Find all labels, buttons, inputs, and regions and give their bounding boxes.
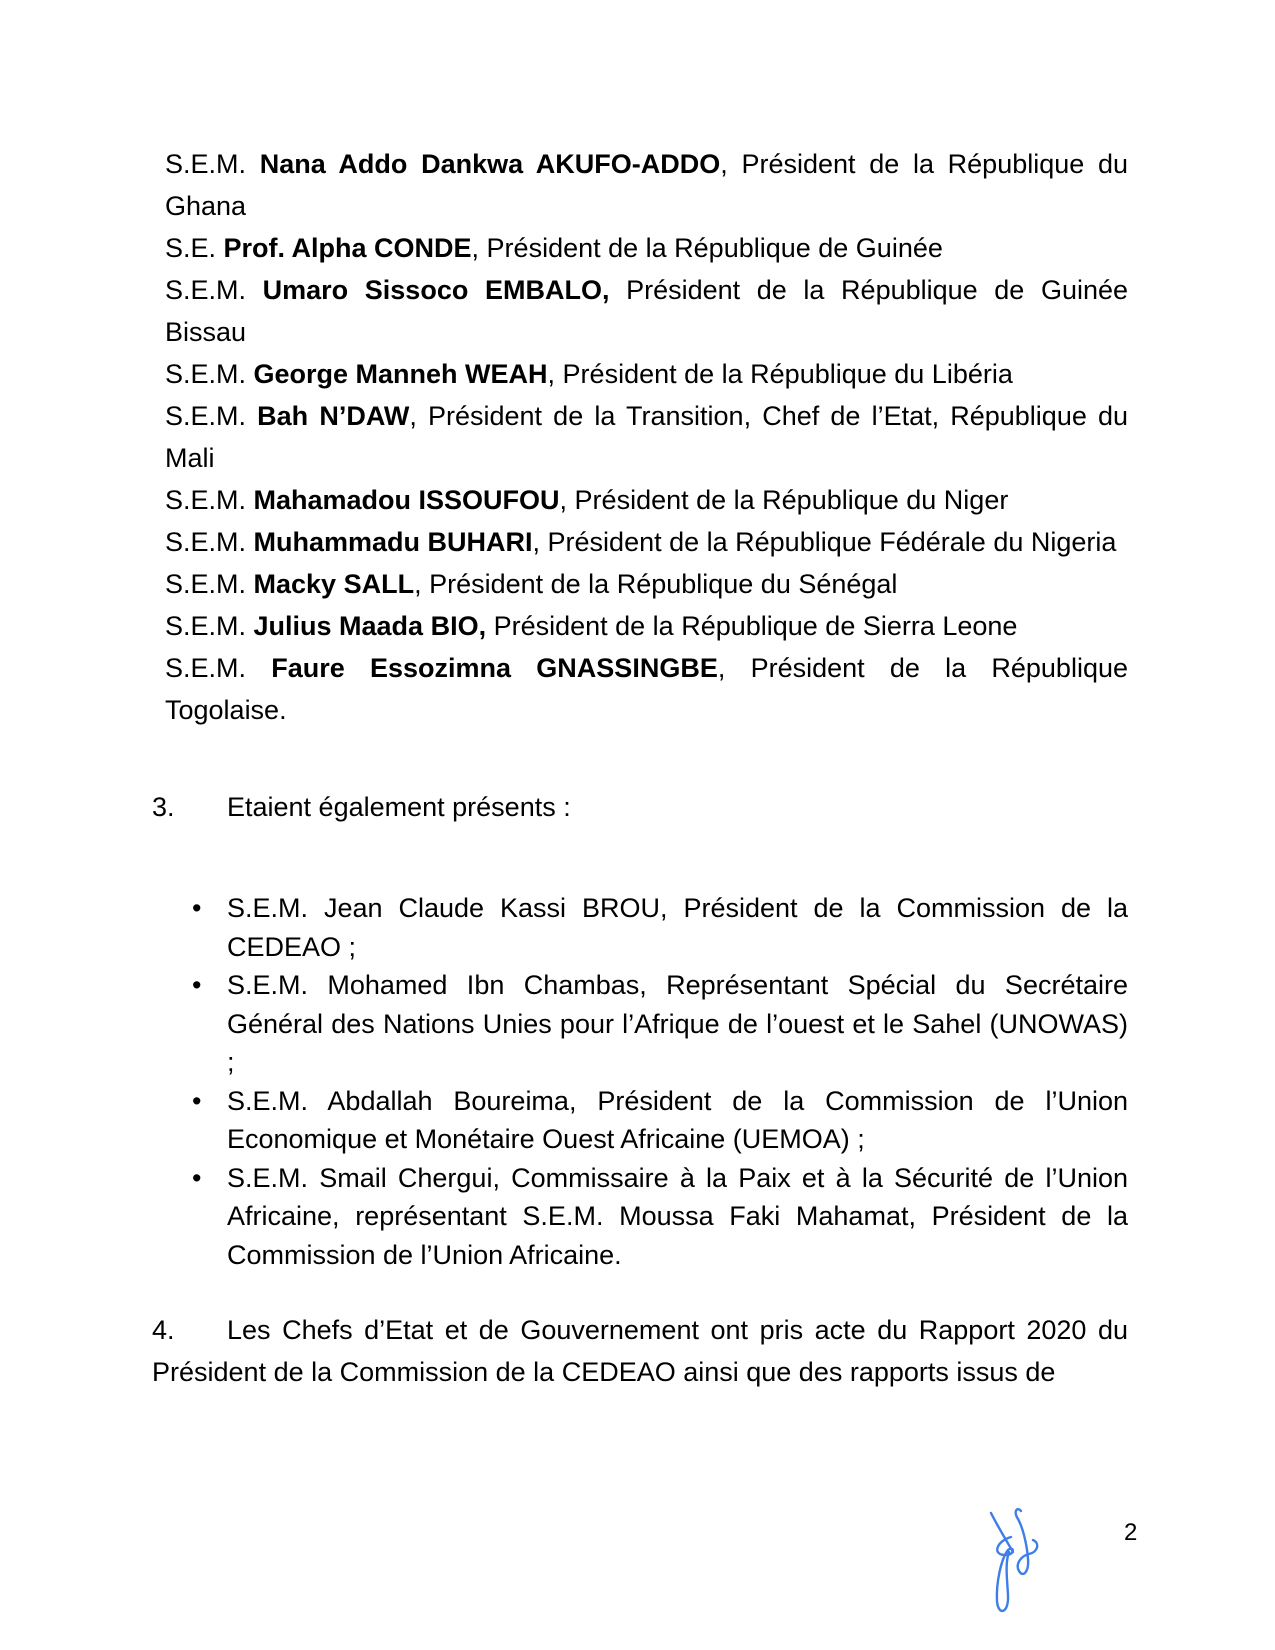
section-text: Les Chefs d’Etat et de Gouvernement ont pris acte du Rapport 2020 du Président de la Commission de la CEDEAO ainsi que des rapports issus de: [152, 1315, 1128, 1387]
heads-of-state-list: [165, 143, 1128, 731]
attendee-name: Macky SALL: [253, 569, 415, 599]
attendee-prefix: S.E.M.: [165, 149, 260, 179]
attendee-name: Prof. Alpha CONDE: [223, 233, 472, 263]
attendee-prefix: S.E.M.: [165, 611, 254, 641]
attendee-title: , Président de la République Togolaise.: [165, 653, 1128, 725]
attendee-line: [165, 479, 1128, 521]
attendee-name: George Manneh WEAH: [253, 359, 548, 389]
section-4-paragraph: [152, 1309, 1128, 1393]
attendee-name: Bah N’DAW: [257, 401, 410, 431]
attendee-name: Mahamadou ISSOUFOU: [253, 485, 560, 515]
attendee-line: [165, 227, 1128, 269]
attendee-line: [165, 647, 1128, 731]
attendee-title: , Président de la République du Libéria: [547, 359, 1013, 389]
list-item-text: S.E.M. Mohamed Ibn Chambas, Représentant Spécial du Secrétaire Général des Nations Unies pour l’Afrique de l’ouest et le Sahel (UNOWAS) ;: [227, 970, 1128, 1077]
attendee-line: [165, 143, 1128, 227]
section-number: 3.: [152, 792, 175, 822]
page-body: [152, 143, 1128, 1393]
list-item-text: S.E.M. Smail Chergui, Commissaire à la Paix et à la Sécurité de l’Union Africaine, représentant S.E.M. Moussa Faki Mahamat, Président de la Commission de l’Union Africaine.: [227, 1162, 1128, 1270]
bullet-icon: •: [192, 893, 202, 923]
attendee-prefix: S.E.M.: [165, 653, 272, 683]
attendee-title: , Président de la République du Sénégal: [414, 569, 898, 599]
attendee-name: Nana Addo Dankwa AKUFO-ADDO: [259, 149, 721, 179]
list-item: [152, 966, 1128, 1082]
list-item-text: S.E.M. Jean Claude Kassi BROU, Président de la Commission de la CEDEAO ;: [227, 893, 1128, 962]
attendee-name: Julius Maada BIO,: [253, 611, 487, 641]
attendee-title: , Président de la Transition, Chef de l’Etat, République du Mali: [165, 401, 1129, 473]
attendee-line: [165, 395, 1128, 479]
list-item: [152, 1159, 1128, 1275]
bullet-icon: •: [192, 1085, 202, 1116]
attendee-title: Président de la République de Sierra Leone: [486, 611, 1018, 641]
section-number: 4.: [152, 1315, 175, 1345]
attendee-line: [165, 605, 1128, 647]
attendee-name: Muhammadu BUHARI: [253, 527, 533, 557]
bullet-icon: •: [192, 1162, 202, 1193]
bullet-icon: •: [192, 970, 202, 1000]
attendee-title: , Président de la République du Niger: [559, 485, 1009, 515]
list-item: [152, 1082, 1128, 1159]
attendee-prefix: S.E.: [165, 233, 224, 263]
section-text: Etaient également présents :: [227, 792, 571, 822]
section-3-heading: [152, 786, 1128, 828]
attendee-title: Président de la République de Guinée Bissau: [165, 275, 1129, 347]
attendee-line: [165, 269, 1128, 353]
attendee-title: , Président de la République de Guinée: [471, 233, 943, 263]
attendee-line: [165, 353, 1128, 395]
attendee-name: Umaro Sissoco EMBALO,: [262, 275, 610, 305]
attendee-prefix: S.E.M.: [165, 485, 254, 515]
page-number: 2: [1124, 1519, 1138, 1546]
attendee-line: [165, 563, 1128, 605]
attendee-prefix: S.E.M.: [165, 275, 263, 305]
attendee-prefix: S.E.M.: [165, 359, 254, 389]
attendee-title: , Président de la République du Ghana: [165, 149, 1128, 221]
list-item-text: S.E.M. Abdallah Boureima, Président de la Commission de l’Union Economique et Monétaire Ouest Africaine (UEMOA) ;: [227, 1085, 1128, 1154]
attendee-line: [165, 521, 1128, 563]
signature-icon: [983, 1503, 1045, 1621]
signature-scribble: [983, 1503, 1045, 1621]
attendee-prefix: S.E.M.: [165, 527, 254, 557]
attendee-name: Faure Essozimna GNASSINGBE: [271, 653, 718, 683]
attendee-prefix: S.E.M.: [165, 401, 258, 431]
list-item: [152, 889, 1128, 966]
attendee-prefix: S.E.M.: [165, 569, 254, 599]
also-present-list: [152, 889, 1128, 1274]
attendee-title: , Président de la République Fédérale du Nigeria: [532, 527, 1117, 557]
